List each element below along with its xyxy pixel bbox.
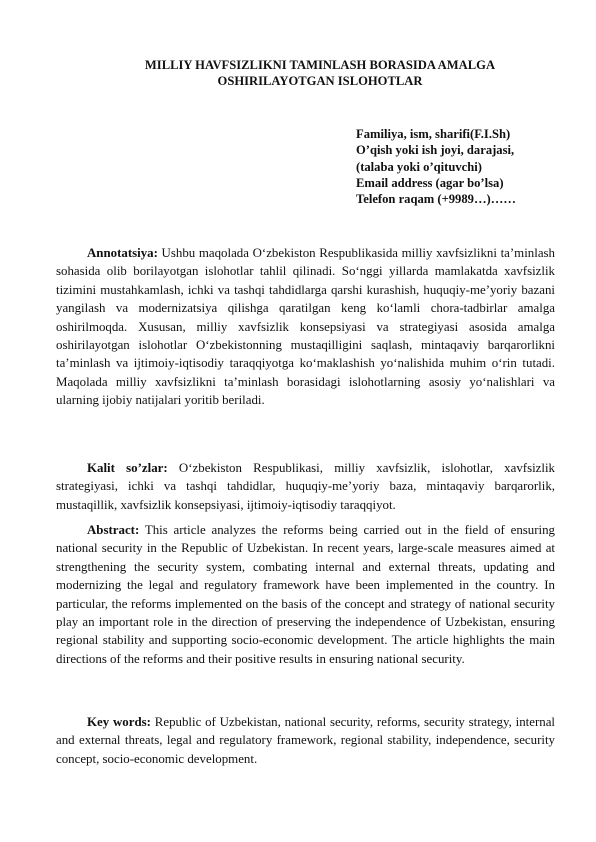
keywords-uz-text: O‘zbekiston Respublikasi, milliy xavfsizlik, islohotlar, xavfsizlik strategiyasi, ichki va tashqi tahdidlar, huquqiy-me’yoriy baza, mintaqaviy barqarorlik, mustaqillik, xavfsizlik konsepsiyasi, ijtimoiy-iqtisodiy taraqqiyot. <box>56 461 556 512</box>
annotation-text: Ushbu maqolada O‘zbekiston Respublikasida milliy xavfsizlikni ta’minlash sohasida olib borilayotgan islohotlar tahlil qilinadi. So‘nggi yillarda mamlakatda xavfsizlik tizimini mustahkamlash, ichki va tashqi tahdidlarga qarshi kurashish, huquqiy-me’yoriy bazani yangilash va modernizatsiya qilishga qaratilgan keng ko‘lamli chora-tadbirlar amalga oshirilmoqda. Xususan, milliy xavfsizlik konsepsiyasi va strategiyasi asosida amalga oshirilayotgan islohotlar O‘zbekistonning mustaqilligini saqlash, mintaqaviy barqarorlikni ta’minlash va ijtimoiy-iqtisodiy taraqqiyotga ko‘maklashish yo‘nalishida muhim o‘rin tutadi. Maqolada milliy xavfsizlikni ta’minlash borasidagi islohotlarning asosiy yo‘nalishlari va ularning ijobiy natijalari yoritib beriladi. <box>56 246 555 408</box>
paper-title-line-1: MILLIY HAVFSIZLIKNI TAMINLASH BORASIDA AMALGA <box>144 58 496 72</box>
keywords-en-paragraph <box>56 713 555 768</box>
author-affiliation: O’qish yoki ish joyi, darajasi, <box>356 143 515 158</box>
abstract-label: Abstract: <box>87 523 140 537</box>
keywords-en-label: Key words: <box>87 715 151 729</box>
keywords-uz-paragraph <box>56 459 555 514</box>
author-block <box>356 126 516 207</box>
keywords-uz-label: Kalit so’zlar: <box>87 461 168 475</box>
annotation-label: Annotatsiya: <box>87 246 158 260</box>
abstract-text: This article analyzes the reforms being carried out in the field of ensuring national security in the Republic of Uzbekistan. In recent years, large-scale measures aimed at strengthening the security system, combating internal and external threats, updating and modernizing the legal and regulatory framework have been implemented in the country. In particular, the reforms implemented on the basis of the concept and strategy of national security play an important role in the direction of preserving the independence of Uzbekistan, ensuring regional stability and supporting socio-economic development. The article highlights the main directions of the reforms and their positive results in ensuring national security. <box>56 523 555 666</box>
paper-title-line-2: OSHIRILAYOTGAN ISLOHOTLAR <box>217 74 423 88</box>
abstract-paragraph <box>56 521 555 668</box>
author-phone: Telefon raqam (+9989…)…… <box>356 192 516 207</box>
author-email: Email address (agar bo’lsa) <box>356 175 504 190</box>
author-status: (talaba yoki o’qituvchi) <box>356 159 482 174</box>
paper-title <box>70 57 570 89</box>
keywords-en-text: Republic of Uzbekistan, national security, reforms, security strategy, internal and external threats, legal and regulatory framework, regional stability, independence, security concept, socio-economic development. <box>56 715 555 766</box>
annotation-paragraph <box>56 244 555 410</box>
author-name: Familiya, ism, sharifi(F.I.Sh) <box>356 127 511 141</box>
